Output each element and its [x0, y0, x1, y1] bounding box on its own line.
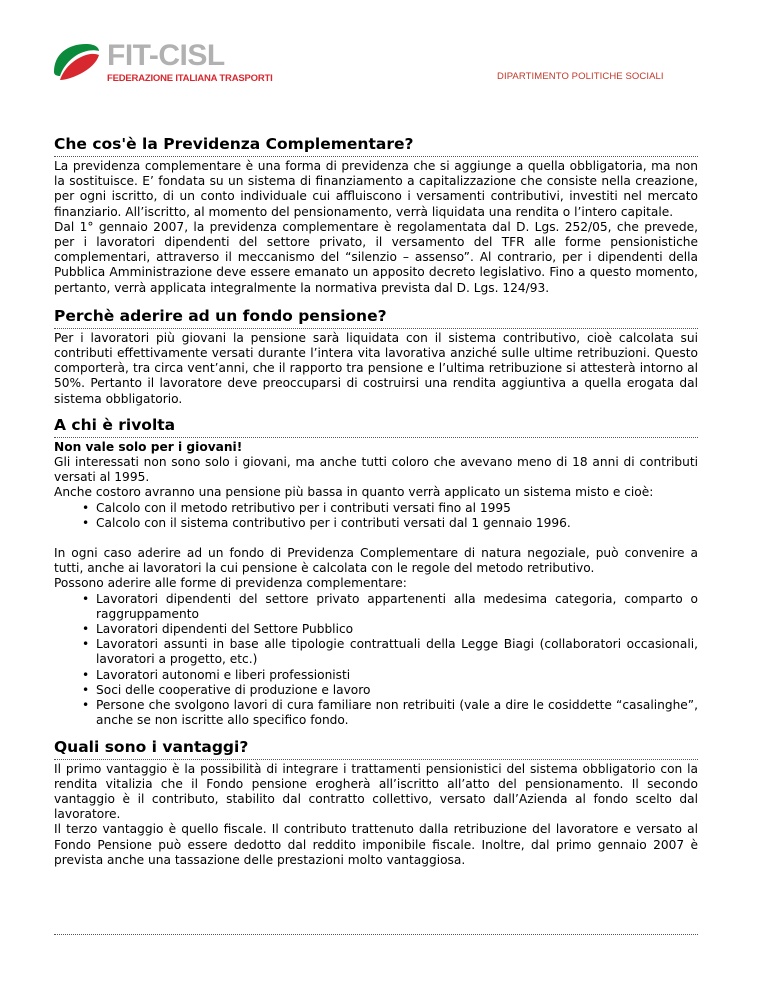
- list-item: • Lavoratori dipendenti del settore privato appartenenti alla medesima categoria, comparto o raggruppamento: [84, 592, 698, 622]
- section-who: [54, 415, 698, 729]
- paragraph: Per i lavoratori più giovani la pensione sarà liquidata con il sistema contributivo, cioè calcolata sui contributi effettivamente versati durante l’intera vita lavorativa anziché sulle ultime retribuzioni. Questo comporterà, tra circa vent’anni, che il rapporto tra pensione e l’ultima retribuzione si attesterà intorno al 50%. Pertanto il lavoratore deve preoccuparsi di costruirsi una rendita aggiuntiva a quella erogata dal sistema obbligatorio.: [54, 330, 698, 406]
- list-item: • Lavoratori assunti in base alle tipologie contrattuali della Legge Biagi (collaboratori occasionali, lavoratori a progetto, etc.): [84, 637, 698, 667]
- logo-title: FIT-CISL: [107, 39, 225, 72]
- section-why-join: [54, 306, 698, 407]
- list-item: • Lavoratori autonomi e liberi professionisti: [84, 668, 698, 683]
- list-item: • Persone che svolgono lavori di cura familiare non retribuiti (vale a dire le cosiddette “casalinghe”, anche se non iscritte allo specifico fondo.: [84, 698, 698, 728]
- paragraph: Possono aderire alle forme di previdenza complementare:: [54, 576, 407, 591]
- footer-divider: [54, 934, 698, 935]
- list-item: • Calcolo con il metodo retributivo per i contributi versati fino al 1995: [84, 501, 698, 516]
- bullet-list: [84, 592, 698, 729]
- paragraph: Gli interessati non sono solo i giovani, ma anche tutti coloro che avevano meno di 18 anni di contributi versati al 1995.: [54, 455, 698, 485]
- fit-cisl-logo: [52, 39, 273, 84]
- section-title: Che cos'è la Previdenza Complementare?: [54, 134, 698, 157]
- paragraph: Anche costoro avranno una pensione più bassa in quanto verrà applicato un sistema misto e cioè:: [54, 485, 654, 500]
- list-item: • Calcolo con il sistema contributivo per i contributi versati dal 1 gennaio 1996.: [84, 516, 698, 531]
- paragraph: Il terzo vantaggio è quello fiscale. Il contributo trattenuto dalla retribuzione del lavoratore e versato al Fondo Pensione può essere dedotto dal reddito imponibile fiscale. Inoltre, dal primo gennaio 2007 è prevista anche una tassazione delle prestazioni molto vantaggiosa.: [54, 822, 698, 867]
- section-what-is: [54, 134, 698, 296]
- logo-subtitle: FEDERAZIONE ITALIANA TRASPORTI: [107, 73, 273, 84]
- paragraph: Dal 1° gennaio 2007, la previdenza complementare è regolamentata dal D. Lgs. 252/05, che prevede, per i lavoratori dipendenti del settore privato, il versamento del TFR alle forme pensionistiche complementari, attraverso il meccanismo del “silenzio – assenso”. Al contrario, per i dipendenti della Pubblica Amministrazione deve essere emanato un apposito decreto legislativo. Fino a questo momento, pertanto, verrà applicata integralmente la normativa prevista dal D. Lgs. 124/93.: [54, 219, 698, 295]
- section-advantages: [54, 737, 698, 868]
- paragraph: La previdenza complementare è una forma di previdenza che si aggiunge a quella obbligatoria, ma non la sostituisce. E’ fondata su un sistema di finanziamento a capitalizzazione che consiste nella creazione, per ogni iscritto, di un conto individuale cui affluiscono i versamenti contributivi, investiti nel mercato finanziario. All’iscritto, al momento del pensionamento, verrà liquidata una rendita o l’intero capitale.: [54, 159, 698, 219]
- lead-text: Non vale solo per i giovani!: [54, 439, 243, 454]
- department-label: DIPARTIMENTO POLITICHE SOCIALI: [497, 71, 664, 82]
- paragraph: In ogni caso aderire ad un fondo di Previdenza Complementare di natura negoziale, può convenire a tutti, anche ai lavoratori la cui pensione è calcolata con le regole del metodo retributivo.: [54, 546, 698, 576]
- logo-leaf-icon: [52, 42, 100, 82]
- list-item: • Lavoratori dipendenti del Settore Pubblico: [84, 622, 698, 637]
- section-title: A chi è rivolta: [54, 415, 698, 438]
- list-item: • Soci delle cooperative di produzione e lavoro: [84, 683, 698, 698]
- section-title: Quali sono i vantaggi?: [54, 737, 698, 760]
- section-title: Perchè aderire ad un fondo pensione?: [54, 306, 698, 329]
- bullet-list: [84, 501, 698, 531]
- document-body: [54, 134, 698, 876]
- paragraph: Il primo vantaggio è la possibilità di integrare i trattamenti pensionistici del sistema obbligatorio con la rendita vitalizia che il Fondo pensione erogherà all’iscritto all’atto del pensionamento. Il secondo vantaggio è il contributo, stabilito dal contratto collettivo, versato dall’Azienda al fondo scelto dal lavoratore.: [54, 761, 698, 822]
